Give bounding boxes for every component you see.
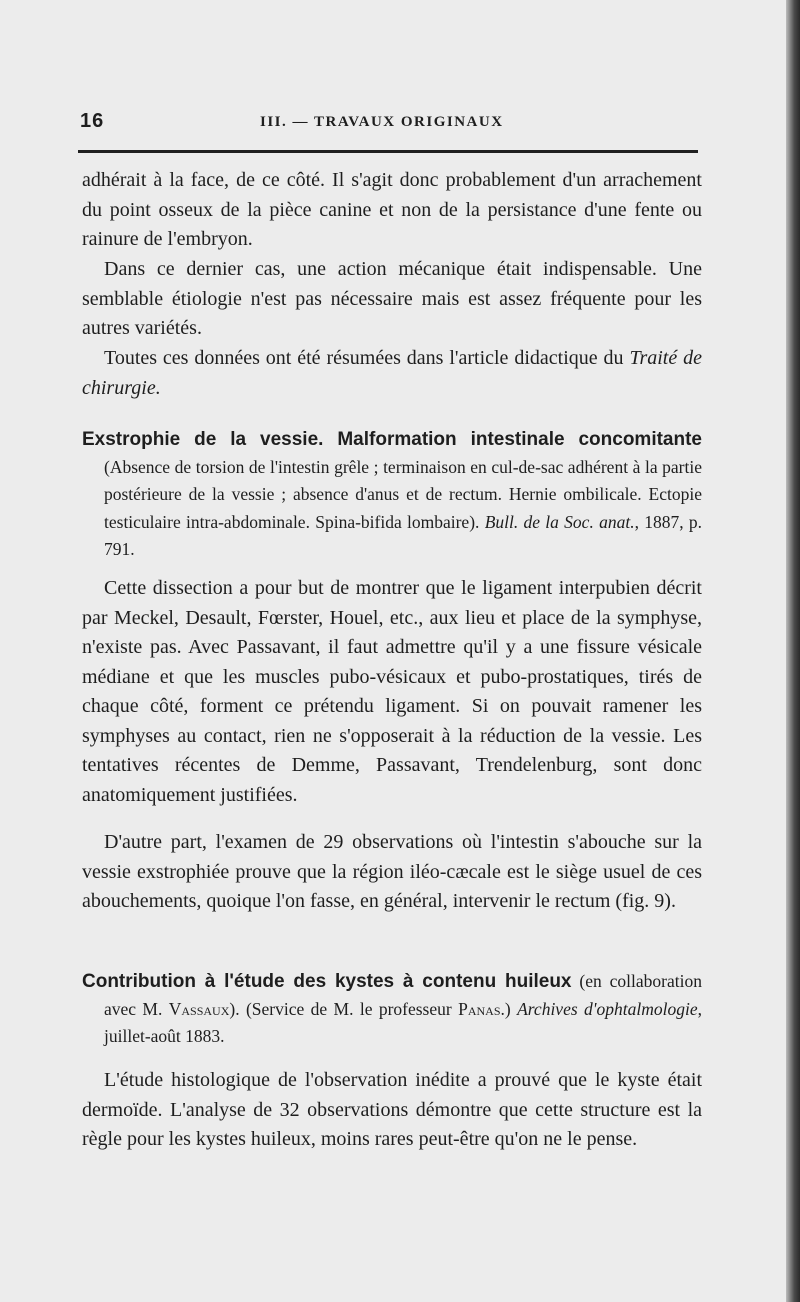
entry-citation-kystes: , juillet-août 1883. bbox=[104, 998, 702, 1046]
page-number: 16 bbox=[80, 110, 105, 132]
entry-source-kystes: Archives d'ophtalmologie bbox=[517, 998, 698, 1019]
bibliography-entry-exstrophie bbox=[82, 426, 702, 564]
entry-service-prefix: ). (Service de M. le professeur bbox=[229, 998, 452, 1019]
bibliography-entry-kystes bbox=[82, 968, 702, 1051]
summary-text: Toutes ces données ont été résumées dans l'article didactique du bbox=[104, 347, 624, 369]
entry-citation-exstrophie: , 1887, p. 791. bbox=[104, 511, 702, 559]
paragraph-continuation: adhérait à la face, de ce côté. Il s'agit donc probablement d'un arrachement du point osseux de la pièce canine et non de la persistance d'une fente ou rainure de l'embryon. bbox=[82, 169, 702, 250]
entry-source-exstrophie: Bull. de la Soc. anat. bbox=[484, 511, 635, 532]
paragraph-dissection: Cette dissection a pour but de montrer que le ligament interpubien décrit par Meckel, Desault, Fœrster, Houel, etc., aux lieu et place de la symphyse, n'existe pas. Avec Passavant, il faut admettre qu'il y a une fissure vésicale médiane et que les muscles pubo-vésicaux et pubo-prostatiques, tirés de chaque côté, forment ce prétendu ligament. Si on pouvait ramener les symphyses au contact, rien ne s'opposerait à la réduction de la vessie. Les tentatives récentes de Demme, Passavant, Trendelenburg, sont donc anatomiquement justifiées. bbox=[82, 577, 702, 806]
paragraph-mechanical-action: Dans ce dernier cas, une action mécanique était indispensable. Une semblable étiologie n'est pas nécessaire mais est assez fréquente pour les autres variétés. bbox=[82, 258, 702, 339]
entry-service-name: Panas bbox=[458, 998, 501, 1019]
entry-title-exstrophie: Exstrophie de la vessie. Malformation intestinale concomitante bbox=[82, 429, 702, 450]
header-rule bbox=[78, 150, 698, 153]
running-head: III. — TRAVAUX ORIGINAUX bbox=[260, 114, 504, 130]
paragraph-summary bbox=[82, 344, 702, 403]
entry-collab-name: Vassaux bbox=[168, 998, 230, 1019]
summary-treatise-title: Traité de chirurgie. bbox=[82, 347, 703, 399]
entry-details-exstrophie: (Absence de torsion de l'intestin grêle ; terminaison en cul-de-sac adhérent à la partie postérieure de la vessie ; absence d'anus et de rectum. Hernie ombilicale. Ectopie testiculaire intra-abdominale. Spina-bifida lombaire). bbox=[104, 456, 702, 532]
page-edge-shadow bbox=[786, 0, 800, 1302]
entry-service-suffix: .) bbox=[500, 998, 511, 1019]
paragraph-observations: D'autre part, l'examen de 29 observations où l'intestin s'abouche sur la vessie exstrophiée prouve que la région iléo-cæcale est le siège usuel de ces abouchements, quoique l'on fasse, en général, intervenir le rectum (fig. 9). bbox=[82, 831, 702, 912]
paragraph-histology: L'étude histologique de l'observation inédite a prouvé que le kyste était dermoïde. L'analyse de 32 observations démontre que cette structure est la règle pour les kystes huileux, moins rares peut-être qu'on ne le pense. bbox=[82, 1069, 702, 1150]
page-header bbox=[80, 110, 700, 140]
entry-collab-prefix: (en collaboration avec M. bbox=[104, 971, 702, 1019]
entry-title-kystes: Contribution à l'étude des kystes à contenu huileux bbox=[82, 971, 572, 992]
